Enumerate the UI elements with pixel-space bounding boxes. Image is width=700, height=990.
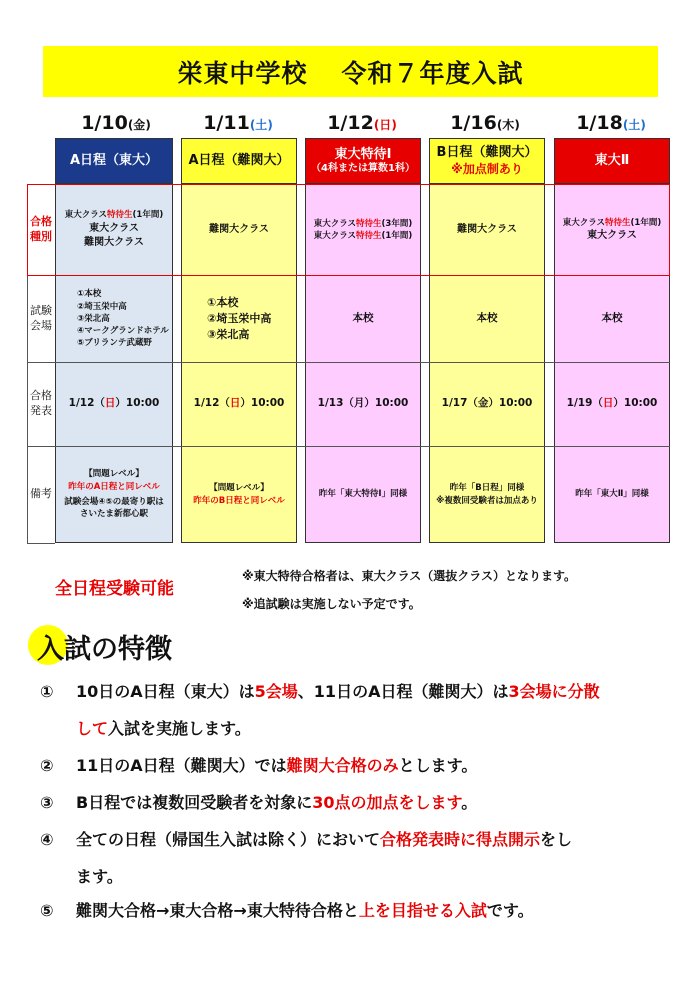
venue-todai-tokutai: 本校 — [352, 312, 374, 325]
announce-b-nankan: 1/17（金）10:00 — [441, 397, 533, 410]
row-label-pass-type: 合格 種別 — [30, 215, 52, 243]
pass-type-a-nankan: 難関大クラス — [209, 223, 269, 235]
announce-a-nankan: 1/12（日）10:00 — [193, 397, 285, 410]
header-a-todai: A日程（東大） — [55, 138, 173, 184]
announce-a-todai: 1/12（日）10:00 — [68, 397, 160, 410]
footnote-1: ※東大特待合格者は、東大クラス（選抜クラス）となります。 — [242, 569, 576, 583]
row-label-announce: 合格 発表 — [30, 389, 52, 417]
venue-todai-2: 本校 — [601, 312, 623, 325]
notes-a-nankan: 【問題レベル】 昨年のB日程と同レベル — [193, 483, 285, 506]
row-label-notes: 備考 — [30, 487, 52, 501]
pass-type-b-nankan: 難関大クラス — [457, 223, 517, 235]
school-name: 栄東中学校 — [177, 58, 308, 88]
date-3: 1/12(日) — [327, 112, 397, 134]
feature-item-4: ④ 全ての日程（帰国生入試は除く）において合格発表時に得点開示をし ます。 — [40, 830, 573, 886]
date-5: 1/18(土) — [576, 112, 646, 134]
date-4: 1/16(木) — [450, 112, 520, 134]
announce-todai-tokutai: 1/13（月）10:00 — [317, 397, 409, 410]
feature-item-1: ① 10日のA日程（東大）は5会場、11日のA日程（難関大）は3会場に分散 して入試を実施します。 — [40, 682, 600, 738]
notes-todai-2: 昨年「東大Ⅱ」同様 — [575, 489, 649, 500]
venue-a-todai: ①本校 ②埼玉栄中高 ③栄北高 ④マークグランドホテル ⑤ブリランテ武蔵野 — [77, 289, 169, 349]
header-todai-tokutai: 東大特待Ⅰ （4科または算数1科） — [305, 138, 421, 184]
feature-item-2: ② 11日のA日程（難関大）では難関大合格のみとします。 — [40, 756, 478, 775]
feature-item-5: ⑤ 難関大合格→東大合格→東大特待合格と上を目指せる入試です。 — [40, 901, 534, 920]
exam-year: 令和７年度入試 — [341, 58, 524, 88]
notes-todai-tokutai: 昨年「東大特待Ⅰ」同様 — [318, 489, 408, 500]
row-label-venue: 試験 会場 — [30, 304, 52, 332]
row-label-border — [27, 276, 28, 543]
features-title: 入試の特徴 — [28, 625, 68, 665]
pass-type-a-todai: 東大クラス特待生(1年間) 東大クラス 難関大クラス — [64, 210, 164, 249]
feature-item-3: ③ B日程では複数回受験者を対象に30点の加点をします。 — [40, 793, 478, 812]
header-a-nankan: A日程（難関大） — [181, 138, 297, 184]
notes-b-nankan: 昨年「B日程」同様 ※複数回受験者は加点あり — [436, 483, 538, 506]
date-2: 1/11(土) — [203, 112, 273, 134]
date-1: 1/10(金) — [81, 112, 151, 134]
row-divider — [27, 543, 55, 544]
header-b-nankan: B日程（難関大） ※加点制あり — [429, 138, 545, 184]
pass-type-todai-2: 東大クラス特待生(1年間) 東大クラス — [562, 217, 662, 241]
notes-a-todai: 【問題レベル】 昨年のA日程と同レベル 試験会場④⑤の最寄り駅は さいたま新都心駅 — [64, 469, 164, 520]
title-banner — [43, 46, 658, 97]
announce-todai-2: 1/19（日）10:00 — [566, 397, 658, 410]
venue-a-nankan: ①本校 ②埼玉栄中高 ③栄北高 — [207, 296, 272, 341]
venue-b-nankan: 本校 — [476, 312, 498, 325]
all-schedule-label: 全日程受験可能 — [55, 579, 174, 599]
footnote-2: ※追試験は実施しない予定です。 — [242, 597, 421, 611]
header-todai-2: 東大Ⅱ — [554, 138, 670, 184]
pass-type-todai-tokutai: 東大クラス特待生(3年間) 東大クラス特待生(1年間) — [313, 218, 413, 241]
